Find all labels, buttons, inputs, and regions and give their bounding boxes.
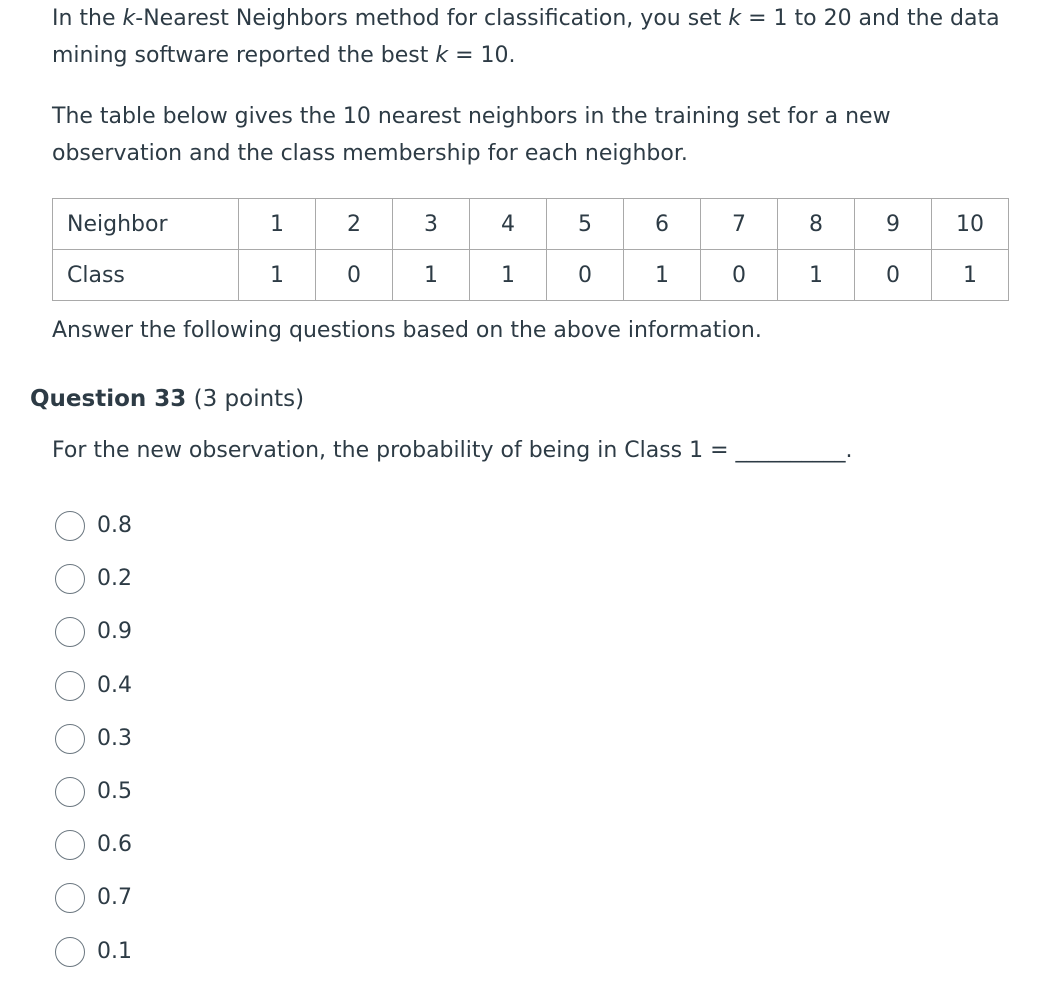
class-cell: 1 [239,250,316,301]
answer-option[interactable] [55,667,132,720]
radio-button[interactable] [55,777,85,807]
neighbor-cell: 6 [624,199,701,250]
neighbor-cell: 9 [855,199,932,250]
answer-option-label[interactable]: 0.8 [97,513,132,538]
neighbor-cell: 10 [932,199,1009,250]
answer-option-label[interactable]: 0.1 [97,938,132,964]
answer-blank: __________. [735,438,853,463]
answer-option-label[interactable]: 0.4 [97,672,132,698]
intro-text [52,0,1012,172]
answer-option-label[interactable]: 0.3 [97,725,132,751]
class-row [53,250,1009,301]
radio-button[interactable] [55,671,85,701]
answer-option[interactable] [55,773,132,826]
class-cell: 0 [547,250,624,301]
neighbor-cell: 5 [547,199,624,250]
answer-option[interactable] [55,879,132,932]
intro-paragraph-1: In the k-Nearest Neighbors method for classification, you set k = 1 to 20 and the data mining software reported the best k = 10. [52,6,1000,68]
radio-button[interactable] [55,511,85,541]
answer-option[interactable] [55,560,132,613]
class-cell: 0 [316,250,393,301]
radio-button[interactable] [55,830,85,860]
question-stem-text: For the new observation, the probability of being in Class 1 = [52,438,736,463]
neighbors-table [52,198,1009,301]
answer-option[interactable] [55,507,132,560]
radio-button[interactable] [55,617,85,647]
question-points: (3 points) [186,386,305,412]
instruction-text: Answer the following questions based on the above information. [52,318,762,343]
neighbor-row [53,199,1009,250]
radio-button[interactable] [55,883,85,913]
class-cell: 1 [778,250,855,301]
answer-option-label[interactable]: 0.9 [97,619,132,645]
answer-option-label[interactable]: 0.6 [97,832,132,858]
neighbor-cell: 3 [393,199,470,250]
class-cell: 1 [470,250,547,301]
class-cell: 0 [701,250,778,301]
question-header [30,386,304,412]
neighbor-header: Neighbor [53,199,239,250]
question-stem [52,438,853,463]
question-title: Question 33 [30,386,187,412]
class-cell: 1 [624,250,701,301]
answer-options [55,507,132,986]
neighbor-cell: 8 [778,199,855,250]
answer-option-label[interactable]: 0.7 [97,885,132,911]
neighbor-cell: 4 [470,199,547,250]
radio-button[interactable] [55,564,85,594]
radio-button[interactable] [55,937,85,967]
class-cell: 0 [855,250,932,301]
class-cell: 1 [932,250,1009,301]
intro-paragraph-2: The table below gives the 10 nearest neighbors in the training set for a new observation and the class membership for each neighbor. [52,104,891,166]
radio-button[interactable] [55,724,85,754]
answer-option[interactable] [55,720,132,773]
answer-option[interactable] [55,826,132,879]
neighbor-cell: 1 [239,199,316,250]
neighbor-cell: 7 [701,199,778,250]
neighbor-cell: 2 [316,199,393,250]
answer-option-label[interactable]: 0.5 [97,778,132,804]
class-header: Class [53,250,239,301]
answer-option-label[interactable]: 0.2 [97,566,132,592]
class-cell: 1 [393,250,470,301]
answer-option[interactable] [55,613,132,666]
